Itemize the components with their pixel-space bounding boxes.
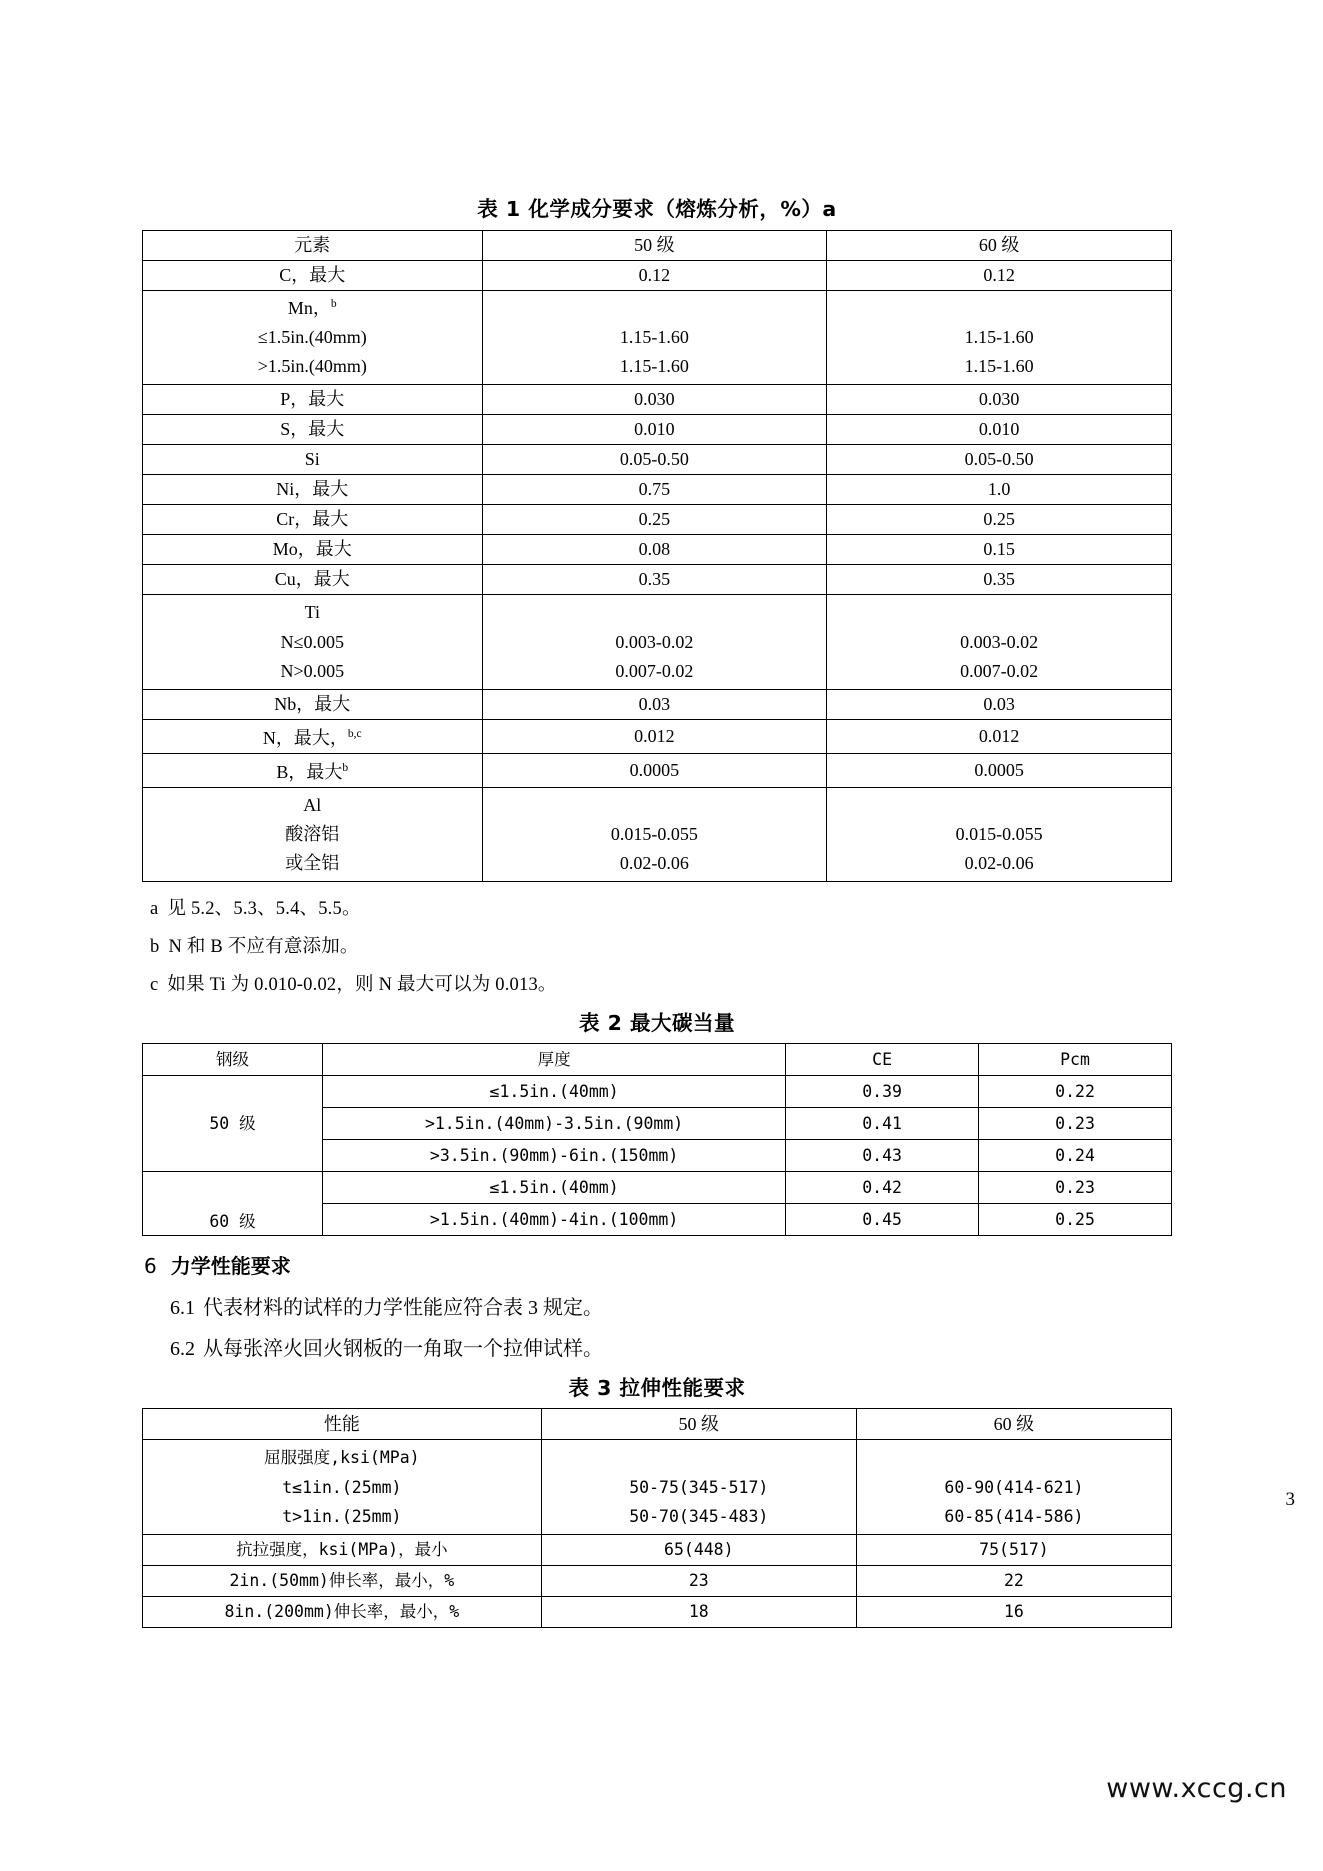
section-6-heading — [144, 1250, 1172, 1279]
table3-cell-grade50 — [541, 1440, 856, 1535]
table3-cell-property: 8in.(200mm)伸长率，最小，% — [143, 1597, 542, 1628]
table1-col-header-element: 元素 — [143, 231, 483, 261]
paragraph-6-1 — [170, 1291, 1172, 1320]
table-row — [143, 787, 1172, 881]
table2-cell-pcm: 0.25 — [979, 1204, 1172, 1236]
table1-caption: 表 1 化学成分要求（熔炼分析，%）a — [477, 197, 837, 221]
table1-cell-grade60: 0.15 — [827, 535, 1172, 565]
table2-cell-grade: 60 级 — [143, 1172, 323, 1236]
table-row — [143, 475, 1172, 505]
table-row — [143, 1076, 1172, 1108]
table1-element-label: Mn， — [287, 298, 331, 318]
paragraph-text: 代表材料的试样的力学性能应符合表 3 规定。 — [203, 1297, 603, 1320]
table1-note-b — [150, 932, 1172, 958]
table-row — [143, 719, 1172, 753]
table1-cell-grade60: 0.03 — [827, 689, 1172, 719]
table1-cell-grade50: 0.05-0.50 — [482, 445, 827, 475]
table3-col-header-grade60: 60 级 — [856, 1409, 1171, 1440]
table-row — [143, 565, 1172, 595]
table1-cell-grade50: 0.12 — [482, 261, 827, 291]
table3-caption: 表 3 拉伸性能要求 — [568, 1376, 746, 1401]
note-text: N 和 B 不应有意添加。 — [168, 937, 359, 958]
table3-col-header-property: 性能 — [143, 1409, 542, 1440]
table-row — [143, 1535, 1172, 1566]
table3-col-header-grade50: 50 级 — [541, 1409, 856, 1440]
table1-cell-element — [143, 719, 483, 753]
table-row — [143, 505, 1172, 535]
table1-cell-grade50: 0.03 — [482, 689, 827, 719]
table1-cell-grade60: 0.012 — [827, 719, 1172, 753]
table1-cell-grade60: 0.35 — [827, 565, 1172, 595]
table1-cell-grade60: 0.12 — [827, 261, 1172, 291]
table1-subrow-label: N>0.005 — [280, 660, 345, 681]
table1-cell-element: Cr，最大 — [143, 505, 483, 535]
table2-header-row — [143, 1044, 1172, 1076]
table2-cell-thickness: ≤1.5in.(40mm) — [323, 1076, 786, 1108]
table1-cell-grade50: 0.0005 — [482, 753, 827, 787]
note-mark: b — [150, 937, 160, 958]
table-row — [143, 1597, 1172, 1628]
table1-cell-grade50: 0.25 — [482, 505, 827, 535]
table1-subrow-label: 或全铝 — [285, 853, 340, 874]
table2-cell-grade: 50 级 — [143, 1076, 323, 1172]
table2-col-header-grade: 钢级 — [143, 1044, 323, 1076]
table1-cell-grade60: 1.0 — [827, 475, 1172, 505]
table-row — [143, 445, 1172, 475]
table-row — [143, 261, 1172, 291]
table3-cell-property: 抗拉强度，ksi(MPa)，最小 — [143, 1535, 542, 1566]
table-row — [143, 1440, 1172, 1535]
table1-cell-element — [143, 595, 483, 689]
table2-cell-pcm: 0.22 — [979, 1076, 1172, 1108]
table3-subrow-value: 50-75(345-517) — [629, 1477, 769, 1497]
paragraph-index: 6.1 — [170, 1297, 195, 1320]
table1-subrow-label: N≤0.005 — [280, 631, 344, 652]
table2-cell-ce: 0.39 — [786, 1076, 979, 1108]
table3-subrow-value: 50-70(345-483) — [629, 1507, 769, 1527]
table1-cell-grade60 — [827, 595, 1172, 689]
page-content — [142, 0, 1172, 1628]
table1-header-row — [143, 231, 1172, 261]
table-row — [143, 1172, 1172, 1204]
table-row — [143, 291, 1172, 385]
table1-cell-grade50 — [482, 291, 827, 385]
paragraph-text: 从每张淬火回火钢板的一角取一个拉伸试样。 — [203, 1338, 603, 1361]
table1-cell-element: S，最大 — [143, 415, 483, 445]
table2-cell-ce: 0.43 — [786, 1140, 979, 1172]
table1-col-header-grade50: 50 级 — [482, 231, 827, 261]
table2-col-header-thickness: 厚度 — [323, 1044, 786, 1076]
table3-cell-grade60: 75(517) — [856, 1535, 1171, 1566]
table1-subrow-value: 0.007-0.02 — [960, 660, 1039, 681]
table3-subrow-value: 60-85(414-586) — [944, 1507, 1084, 1527]
table1-subrow-value: 0.02-0.06 — [619, 853, 689, 874]
table1-subrow-value: 1.15-1.60 — [619, 356, 689, 377]
table2-col-header-pcm: Pcm — [979, 1044, 1172, 1076]
table-row — [143, 385, 1172, 415]
table1-cell-grade50: 0.08 — [482, 535, 827, 565]
table1-element-label: Ti — [304, 602, 320, 623]
table3-cell-grade50: 18 — [541, 1597, 856, 1628]
table1-cell-grade60: 0.05-0.50 — [827, 445, 1172, 475]
table1-cell-element: C，最大 — [143, 261, 483, 291]
section-6-title: 力学性能要求 — [170, 1254, 291, 1279]
table2-cell-ce: 0.42 — [786, 1172, 979, 1204]
table1-cell-grade50 — [482, 595, 827, 689]
table1-subrow-label: >1.5in.(40mm) — [257, 356, 367, 377]
table3-cell-property — [143, 1440, 542, 1535]
table1-subrow-value: 0.007-0.02 — [615, 660, 694, 681]
table3-cell-grade50: 65(448) — [541, 1535, 856, 1566]
table1-cell-element: Si — [143, 445, 483, 475]
table-row — [143, 415, 1172, 445]
table1-cell-element — [143, 787, 483, 881]
table2-cell-ce: 0.45 — [786, 1204, 979, 1236]
table3-cell-grade60: 22 — [856, 1566, 1171, 1597]
table1-note-a — [150, 894, 1172, 920]
table2-cell-thickness: >1.5in.(40mm)-3.5in.(90mm) — [323, 1108, 786, 1140]
table1-chemical-composition — [142, 230, 1172, 882]
table2-cell-ce: 0.41 — [786, 1108, 979, 1140]
table3-cell-property: 2in.(50mm)伸长率，最小，% — [143, 1566, 542, 1597]
paragraph-6-2 — [170, 1332, 1172, 1361]
table1-cell-element: Mo，最大 — [143, 535, 483, 565]
table1-subrow-value: 1.15-1.60 — [619, 327, 689, 348]
section-6-index: 6 — [144, 1254, 157, 1279]
table3-tensile-requirements — [142, 1408, 1172, 1628]
table1-cell-grade60: 0.030 — [827, 385, 1172, 415]
table2-col-header-ce: CE — [786, 1044, 979, 1076]
table1-element-label: B，最大 — [276, 761, 343, 782]
table1-cell-grade50: 0.012 — [482, 719, 827, 753]
table2-cell-thickness: >1.5in.(40mm)-4in.(100mm) — [323, 1204, 786, 1236]
table1-col-header-grade60: 60 级 — [827, 231, 1172, 261]
table2-caption: 表 2 最大碳当量 — [578, 1011, 736, 1036]
table2-cell-pcm: 0.24 — [979, 1140, 1172, 1172]
table1-cell-element: Cu，最大 — [143, 565, 483, 595]
table2-cell-thickness: >3.5in.(90mm)-6in.(150mm) — [323, 1140, 786, 1172]
table3-subrow-value: 60-90(414-621) — [944, 1477, 1084, 1497]
table1-cell-element: Nb，最大 — [143, 689, 483, 719]
table2-max-carbon-equivalent — [142, 1043, 1172, 1236]
table1-cell-element — [143, 291, 483, 385]
table1-element-label: Al — [303, 794, 322, 815]
table1-cell-grade50 — [482, 787, 827, 881]
table1-subrow-label: 酸溶铝 — [285, 824, 340, 845]
table1-cell-element: P，最大 — [143, 385, 483, 415]
table2-cell-thickness: ≤1.5in.(40mm) — [323, 1172, 786, 1204]
paragraph-index: 6.2 — [170, 1338, 195, 1361]
table1-cell-grade50: 0.35 — [482, 565, 827, 595]
table1-element-label: N，最大， — [262, 727, 348, 748]
table3-cell-grade60 — [856, 1440, 1171, 1535]
table1-cell-grade60 — [827, 787, 1172, 881]
table2-cell-pcm: 0.23 — [979, 1108, 1172, 1140]
table1-element-footnote-mark: b,c — [347, 727, 362, 740]
table3-header-row — [143, 1409, 1172, 1440]
table1-note-c — [150, 970, 1172, 996]
table1-cell-element: Ni，最大 — [143, 475, 483, 505]
note-text: 如果 Ti 为 0.010-0.02，则 N 最大可以为 0.013。 — [167, 975, 557, 996]
table-row — [143, 753, 1172, 787]
table1-subrow-value: 1.15-1.60 — [964, 356, 1034, 377]
table3-subrow-label: t>1in.(25mm) — [282, 1507, 402, 1527]
table-row — [143, 595, 1172, 689]
table1-cell-grade60 — [827, 291, 1172, 385]
table1-cell-grade60: 0.010 — [827, 415, 1172, 445]
table1-cell-grade50: 0.030 — [482, 385, 827, 415]
table1-subrow-value: 0.02-0.06 — [964, 853, 1034, 874]
table1-subrow-value: 0.003-0.02 — [960, 631, 1039, 652]
table1-cell-grade50: 0.010 — [482, 415, 827, 445]
table1-subrow-value: 1.15-1.60 — [964, 327, 1034, 348]
table1-subrow-value: 0.015-0.055 — [610, 824, 698, 845]
table1-element-footnote-mark: b — [342, 761, 349, 774]
table1-cell-grade60: 0.25 — [827, 505, 1172, 535]
note-mark: a — [150, 899, 159, 920]
table1-cell-grade60: 0.0005 — [827, 753, 1172, 787]
table2-cell-pcm: 0.23 — [979, 1172, 1172, 1204]
table1-subrow-value: 0.003-0.02 — [615, 631, 694, 652]
table-row — [143, 1566, 1172, 1597]
table-row — [143, 535, 1172, 565]
table-row — [143, 689, 1172, 719]
table3-cell-grade60: 16 — [856, 1597, 1171, 1628]
note-mark: c — [150, 975, 159, 996]
table1-subrow-value: 0.015-0.055 — [955, 824, 1043, 845]
table1-element-footnote-mark: b — [330, 298, 337, 310]
table3-property-label: 屈服强度,ksi(MPa) — [264, 1448, 420, 1468]
note-text: 见 5.2、5.3、5.4、5.5。 — [167, 899, 361, 920]
table3-cell-grade50: 23 — [541, 1566, 856, 1597]
page-number: 3 — [1285, 1489, 1295, 1510]
table3-subrow-label: t≤1in.(25mm) — [282, 1477, 402, 1497]
table1-cell-grade50: 0.75 — [482, 475, 827, 505]
table1-cell-element — [143, 753, 483, 787]
site-watermark: www.xccg.cn — [1106, 1773, 1287, 1804]
table1-subrow-label: ≤1.5in.(40mm) — [257, 327, 367, 348]
